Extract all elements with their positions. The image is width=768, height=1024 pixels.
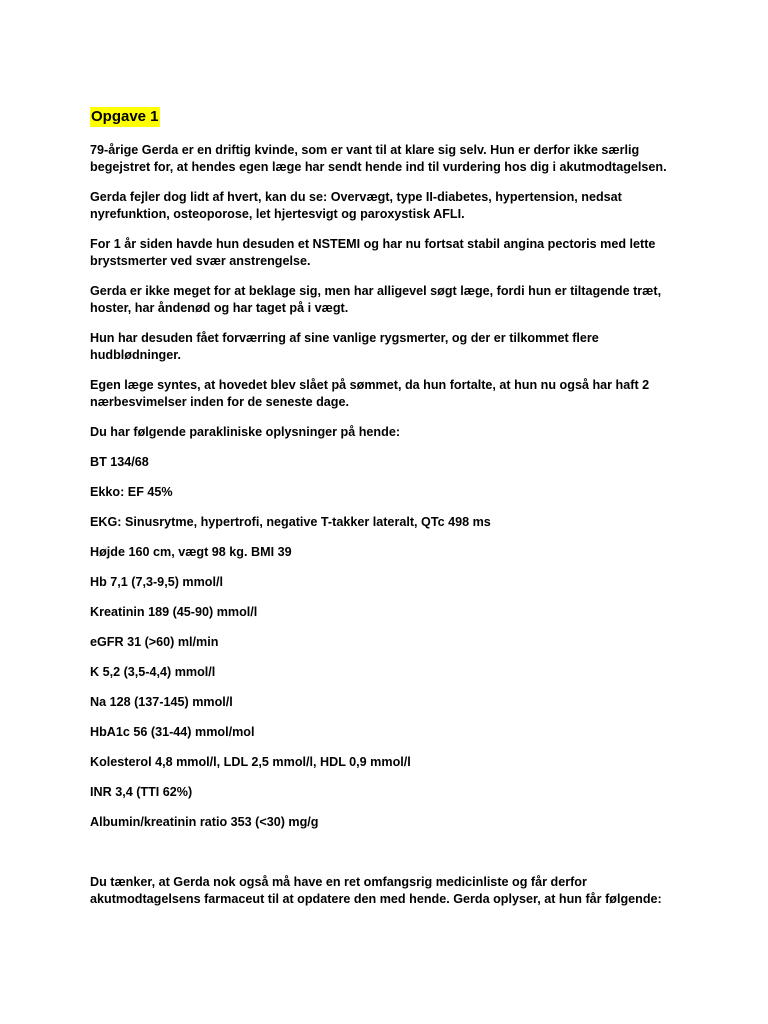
lab-value: EKG: Sinusrytme, hypertrofi, negative T-takker lateralt, QTc 498 ms — [90, 515, 491, 529]
lab-value: Na 128 (137-145) mmol/l — [90, 695, 233, 709]
lab-value: Højde 160 cm, vægt 98 kg. BMI 39 — [90, 545, 292, 559]
paragraph: Gerda er ikke meget for at beklage sig, men har alligevel søgt læge, fordi hun er tiltagende træt, hoster, har åndenød og har taget på i vægt. — [90, 284, 662, 315]
lab-value: Hb 7,1 (7,3-9,5) mmol/l — [90, 575, 223, 589]
spacer — [90, 844, 690, 874]
document-body — [90, 142, 690, 921]
paragraph: Gerda fejler dog lidt af hvert, kan du se: Overvægt, type II-diabetes, hypertension, nedsat nyrefunktion, osteoporose, let hjertesvigt og paroxystisk AFLI. — [90, 190, 622, 221]
lab-value: Albumin/kreatinin ratio 353 (<30) mg/g — [90, 815, 319, 829]
paragraph: Hun har desuden fået forværring af sine vanlige rygsmerter, og der er tilkommet flere hudblødninger. — [90, 331, 599, 362]
paragraph: 79-årige Gerda er en driftig kvinde, som er vant til at klare sig selv. Hun er derfor ikke særlig begejstret for, at hendes egen læge har sendt hende ind til vurdering hos dig i akutmodtagelsen. — [90, 143, 667, 174]
paragraph: Egen læge syntes, at hovedet blev slået på sømmet, da hun fortalte, at hun nu også har haft 2 nærbesvimelser inden for de seneste dage. — [90, 378, 650, 409]
task-heading: Opgave 1 — [91, 108, 159, 125]
heading-container — [90, 107, 160, 127]
lab-value: Kreatinin 189 (45-90) mmol/l — [90, 605, 258, 619]
lab-value: K 5,2 (3,5-4,4) mmol/l — [90, 665, 216, 679]
closing-paragraph: Du tænker, at Gerda nok også må have en ret omfangsrig medicinliste og får derfor akutmodtagelsens farmaceut til at opdatere den med hende. Gerda oplyser, at hun får følgende: — [90, 875, 662, 906]
lab-value: Kolesterol 4,8 mmol/l, LDL 2,5 mmol/l, HDL 0,9 mmol/l — [90, 755, 411, 769]
paragraph: For 1 år siden havde hun desuden et NSTEMI og har nu fortsat stabil angina pectoris med lette brystsmerter ved svær anstrengelse. — [90, 237, 656, 268]
lab-value: eGFR 31 (>60) ml/min — [90, 635, 219, 649]
lab-value: BT 134/68 — [90, 455, 149, 469]
lab-value: HbA1c 56 (31-44) mmol/mol — [90, 725, 255, 739]
paragraph: Du har følgende parakliniske oplysninger på hende: — [90, 425, 401, 439]
lab-value: Ekko: EF 45% — [90, 485, 173, 499]
lab-value: INR 3,4 (TTI 62%) — [90, 785, 193, 799]
